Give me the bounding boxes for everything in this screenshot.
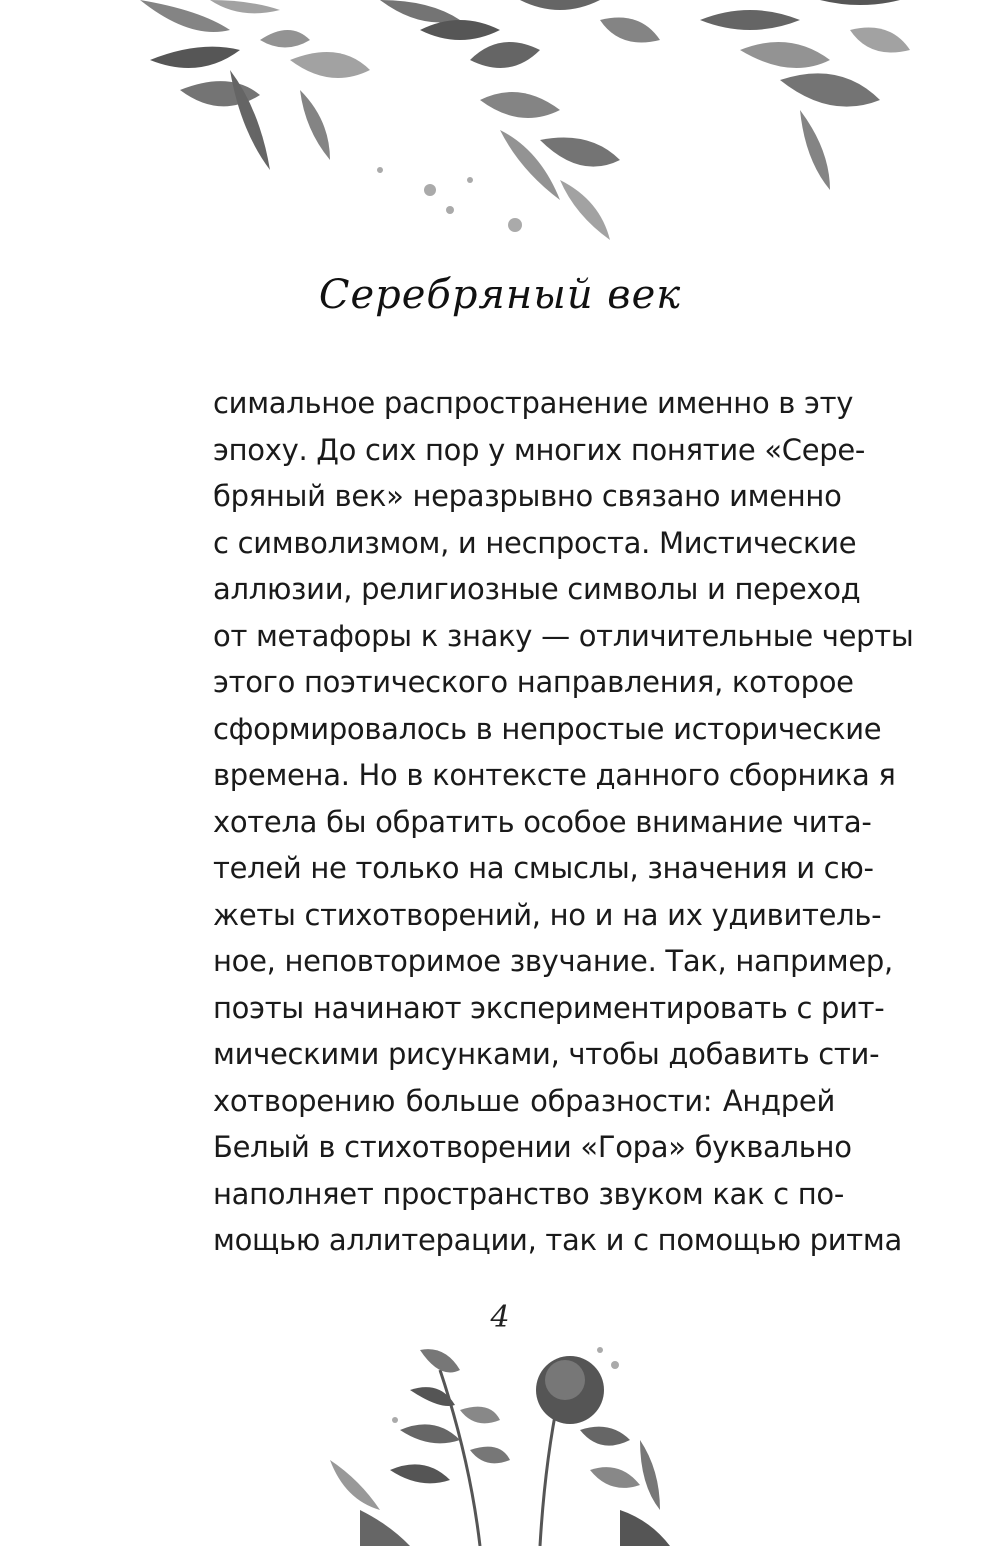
text-line: сформировалось в непростые исторические [213, 711, 882, 746]
text-line: эпоху. До сих пор у многих понятие «Сере- [213, 432, 866, 467]
text-line: этого поэтического направления, которое [213, 665, 854, 699]
text-line: бряный век» неразрывно связано именно [213, 479, 842, 513]
text-line: Белый в стихотворении «Гора» буквально [213, 1130, 852, 1164]
text-line: аллюзии, религиозные символы и переход [213, 572, 861, 606]
running-title: Серебряный век [318, 272, 682, 318]
text-line: хотела бы обратить особое внимание чита- [213, 804, 872, 839]
bottom-floral-ornament [0, 1310, 1000, 1546]
text-line: наполняет пространство звуком как с по- [213, 1176, 844, 1211]
text-line: от метафоры к знаку — отличительные черты [213, 618, 914, 653]
text-line: симальное распространение именно в эту [213, 386, 854, 420]
text-line: хотворению больше образности: Андрей [213, 1083, 835, 1118]
text-line: телей не только на смыслы, значения и сю- [213, 851, 874, 885]
text-line: ное, неповторимое звучание. Так, например, [213, 944, 893, 978]
text-line: мощью аллитерации, так и с помощью ритма [213, 1223, 902, 1257]
top-floral-ornament [0, 0, 1000, 260]
text-line: мическими рисунками, чтобы добавить сти- [213, 1037, 880, 1071]
text-line: жеты стихотворений, но и на их удивитель- [213, 897, 882, 932]
page-number: 4 [490, 1300, 510, 1335]
text-line: с символизмом, и неспроста. Мистические [213, 525, 857, 560]
body-text [213, 380, 914, 1264]
text-line: поэты начинают экспериментировать с рит- [213, 990, 885, 1025]
text-line: времена. Но в контексте данного сборника я [213, 758, 896, 792]
